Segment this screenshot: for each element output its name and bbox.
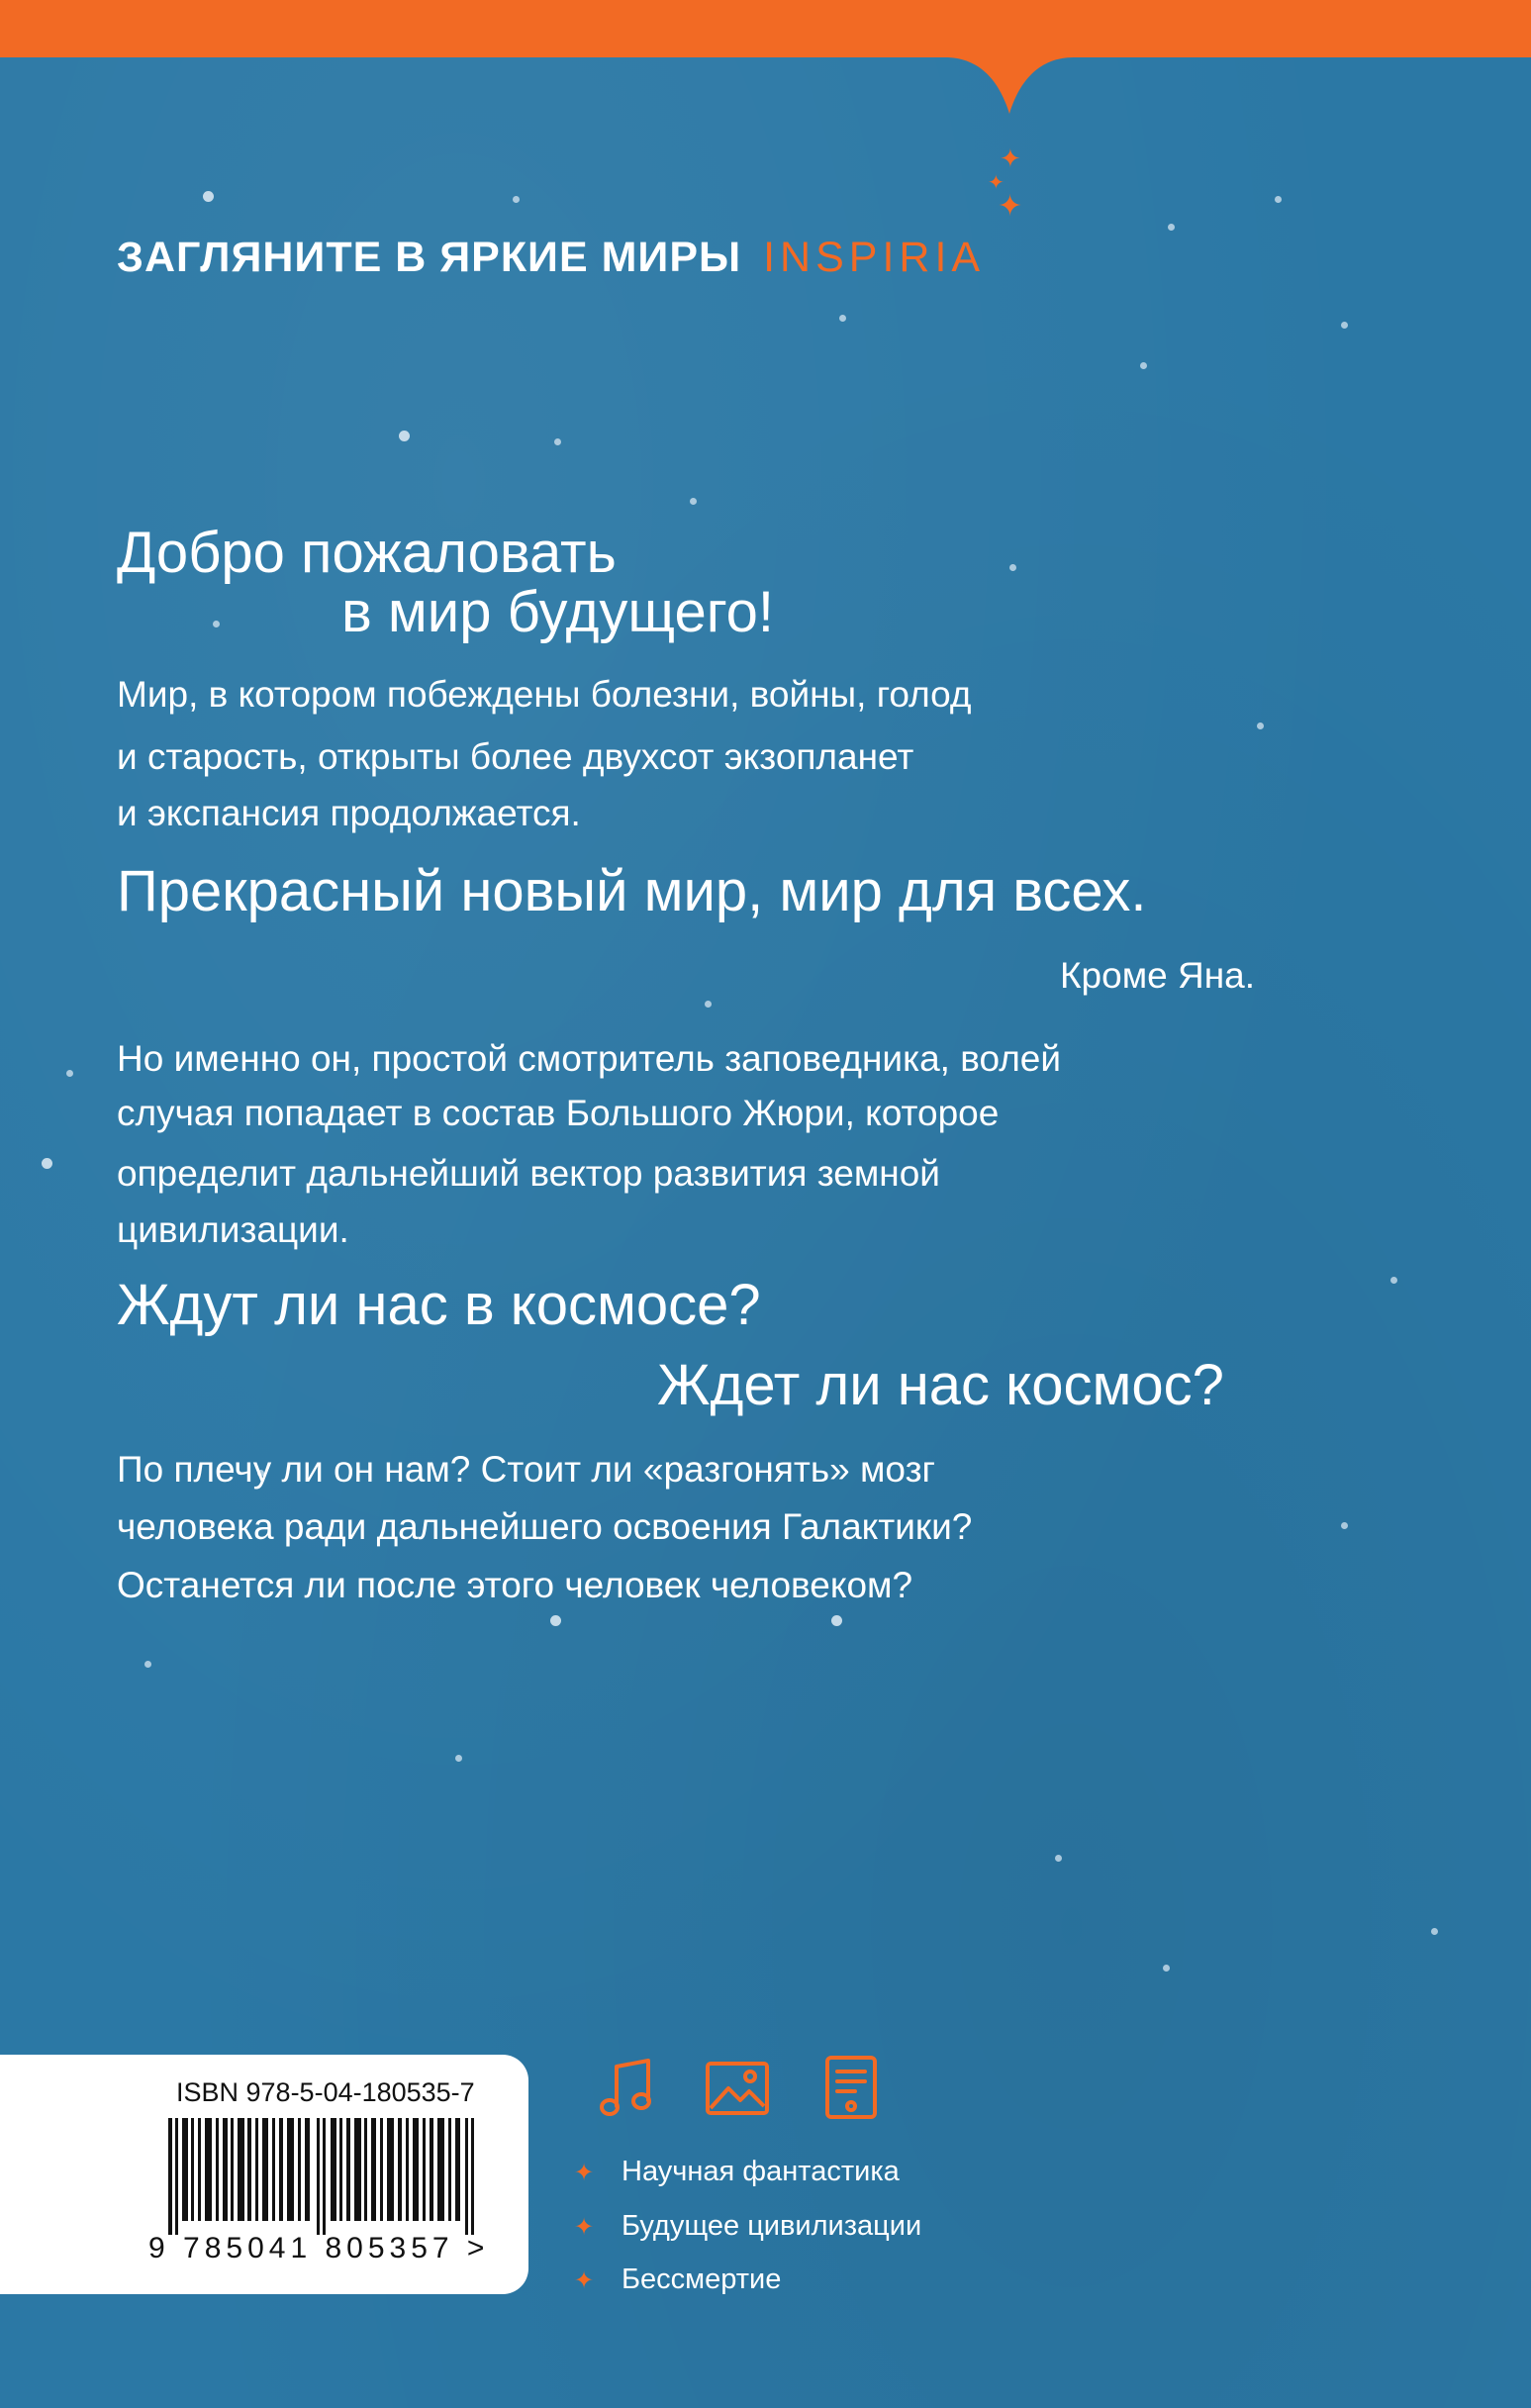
paragraph-line: и экспансия продолжается. — [117, 793, 581, 833]
star — [1163, 1965, 1170, 1972]
star — [144, 1661, 151, 1668]
star — [1009, 564, 1016, 571]
star — [705, 1001, 712, 1008]
paragraph-line: определит дальнейший вектор развития земной — [117, 1153, 940, 1194]
genre-tag: Научная фантастика — [622, 2156, 900, 2187]
star — [831, 1615, 842, 1626]
top-orange-band — [0, 0, 1531, 119]
genre-tag: Бессмертие — [622, 2264, 782, 2295]
star — [203, 191, 214, 202]
star — [1275, 196, 1282, 203]
paragraph-line: и старость, открыты более двухсот экзопланет — [117, 736, 914, 777]
inspiria-logo: INSPIRIA — [763, 234, 986, 281]
blurb-heading-line2: в мир будущего! — [341, 580, 775, 644]
star — [1341, 322, 1348, 329]
question-line1: Ждут ли нас в космосе? — [117, 1273, 761, 1337]
paragraph-line: цивилизации. — [117, 1209, 349, 1250]
star — [550, 1615, 561, 1626]
sparkle-icon: ✦ — [988, 170, 1005, 194]
star — [213, 621, 220, 627]
sparkle-icon: ✦ — [574, 2213, 595, 2241]
blurb-heading-line1: Добро пожаловать — [117, 521, 617, 585]
statement: Прекрасный новый мир, мир для всех. — [117, 859, 1147, 923]
question-line2: Ждет ли нас космос? — [657, 1353, 1224, 1417]
genre-tag: Будущее цивилизации — [622, 2210, 922, 2242]
image-icon — [705, 2061, 770, 2116]
star — [1140, 362, 1147, 369]
exception-line: Кроме Яна. — [1060, 955, 1256, 996]
sparkle-icon: ✦ — [998, 189, 1023, 224]
star — [1431, 1928, 1438, 1935]
paragraph-line: По плечу ли он нам? Стоит ли «разгонять» мозг — [117, 1449, 936, 1490]
paragraph-line: человека ради дальнейшего освоения Галактики? — [117, 1506, 973, 1547]
star — [1341, 1522, 1348, 1529]
star — [839, 315, 846, 322]
paragraph-line: Но именно он, простой смотритель заповедника, волей — [117, 1038, 1062, 1079]
isbn-digits: 9 785041 805357 > — [148, 2232, 490, 2264]
star — [513, 196, 520, 203]
sparkle-icon: ✦ — [1000, 144, 1021, 174]
sparkle-icon: ✦ — [574, 2159, 595, 2186]
star — [399, 431, 410, 441]
star — [690, 498, 697, 505]
barcode — [168, 2118, 495, 2235]
star — [1168, 224, 1175, 231]
star — [554, 438, 561, 445]
star — [66, 1070, 73, 1077]
star — [42, 1158, 52, 1169]
paragraph-line: случая попадает в состав Большого Жюри, которое — [117, 1093, 1000, 1133]
isbn-label: ISBN 978-5-04-180535-7 — [176, 2077, 475, 2107]
paragraph-line: Останется ли после этого человек человеком? — [117, 1565, 913, 1605]
paragraph-line: Мир, в котором побеждены болезни, войны, голод — [117, 674, 972, 715]
series-tagline: ЗАГЛЯНИТЕ В ЯРКИЕ МИРЫ — [117, 234, 742, 281]
star — [1390, 1277, 1397, 1284]
star — [1257, 722, 1264, 729]
star — [1055, 1855, 1062, 1862]
music-note-icon — [599, 2057, 654, 2120]
star — [455, 1755, 462, 1762]
publisher-banner — [117, 234, 985, 282]
ebook-icon — [823, 2055, 879, 2120]
sparkle-icon: ✦ — [574, 2266, 595, 2294]
